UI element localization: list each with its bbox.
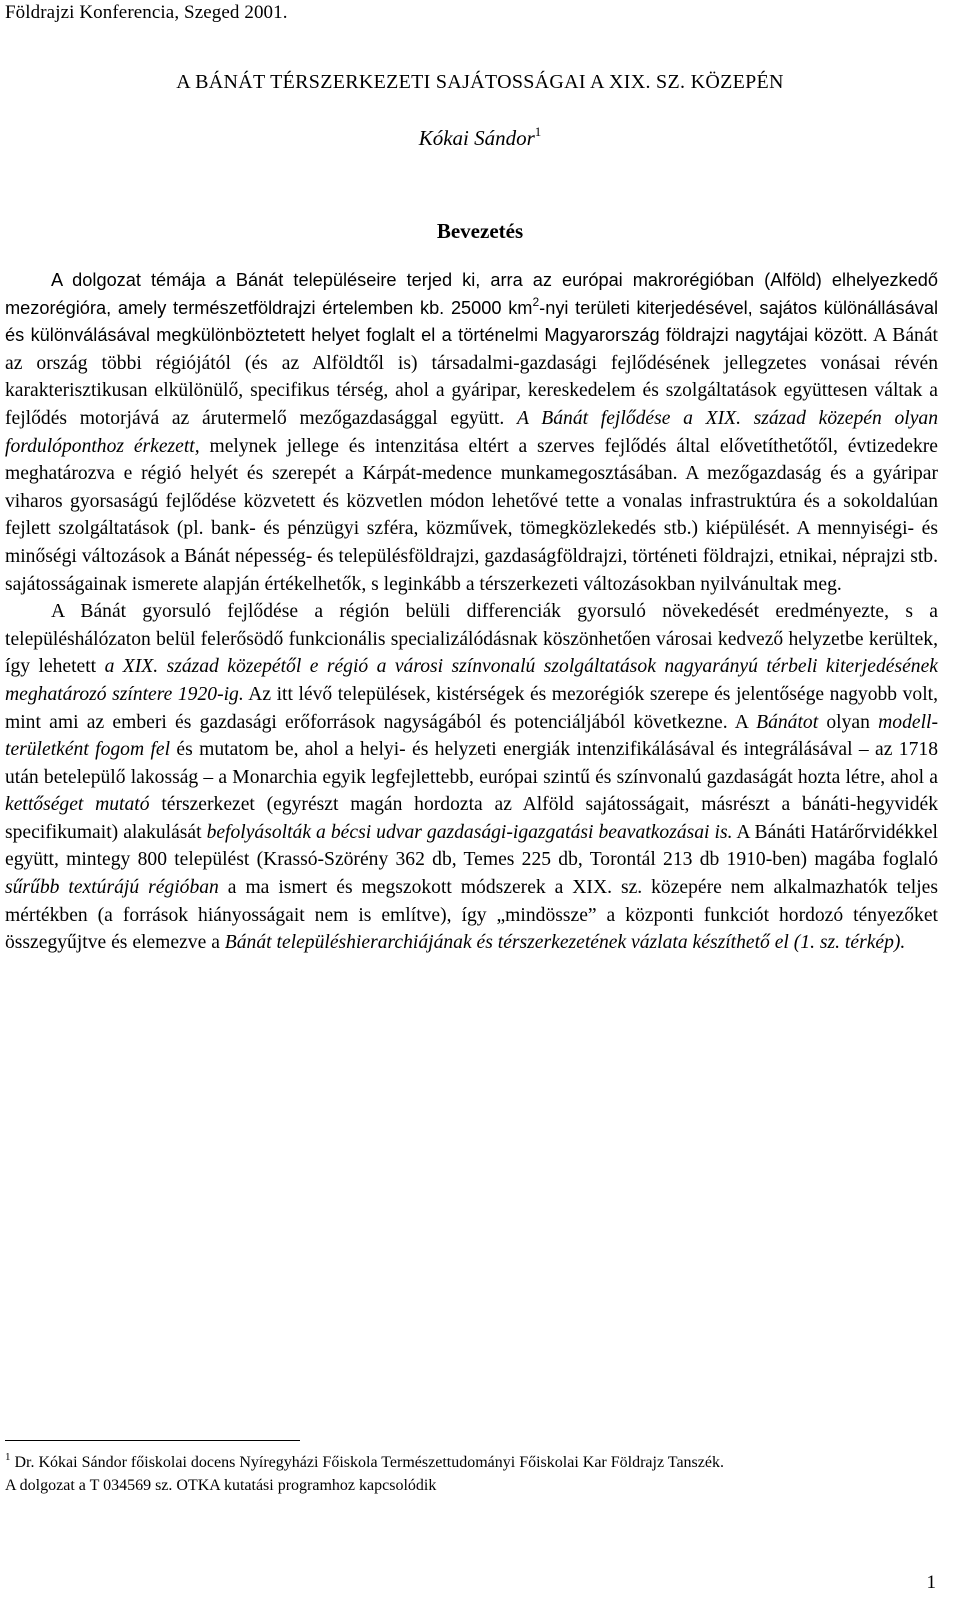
p1-sentence-3: A Bánát az ország többi régiójától (és az Alföldtől is) társadalmi-gazdasági fejlődésének jellegzetes vonásai révén karakterisztikusan elkülönülő, specifikus térség, ahol a gyáripar, kereskedelem és szolgáltatások együttesen váltak a fejlődés motorjává az árutermelő mezőgazdasággal együtt.: [5, 325, 938, 429]
footnote-line-2: A dolgozat a T 034569 sz. OTKA kutatási programhoz kapcsolódik: [5, 1477, 437, 1494]
p1-sentence-1: A dolgozat témája a Bánát településeire terjed ki, arra az európai makrorégióban (Alföld) elhelyezkedő mezorégióra, amely természetföldrajzi értelemben kb. 25000 km: [5, 270, 938, 318]
p2-part-a: A Bánát gyorsuló fejlődése a régión belüli differenciák gyorsuló növekedését eredményezte, s a településhálózaton belül felerősödő funkcionális specializálódásnak köszönhetően városai kedvező helyzetbe kerültek, így lehetett: [5, 601, 938, 678]
p2-italic-l: sűrűbb textúrájú régióban: [5, 877, 219, 899]
footnote-separator: [5, 1440, 300, 1441]
paragraph-1: [5, 267, 938, 598]
p2-italic-d: Bánátot: [756, 711, 819, 733]
p1-superscript: 2: [532, 294, 540, 309]
footnote: [5, 1451, 938, 1497]
p1-sentence-2: -nyi területi kiterjedésével, sajátos különállásával és különválásával megkülönböztetett helyet foglalt el a történelmi Magyarország földrajzi nagytájai között.: [5, 297, 938, 346]
p2-italic-b: a XIX. század közepétől e régió a városi színvonalú szolgáltatások nagyarányú térbeli kiterjedésének meghatározó színtere 1920-ig.: [5, 656, 938, 705]
footnote-line-1: [5, 1451, 938, 1474]
p2-part-c: Az itt lévő települések, kistérségek és mezorégiók szerepe és jelentősége nagyobb volt, mint ami az emberi és gazdasági erőforrások nagyságából és potenciáljából következne. A: [5, 683, 938, 733]
p2-part-i: térszerkezet (egyrészt magán hordozta az Alföld sajátosságait, másrészt a bánáti-hegyvidék specifikumait) alakulását: [5, 794, 939, 843]
page-number: 1: [926, 1572, 936, 1593]
p2-italic-f: modell-területként fogom fel: [5, 711, 939, 761]
footnote-text-1: Dr. Kókai Sándor főiskolai docens Nyíregyházi Főiskola Természettudományi Főiskolai Kar Földrajz Tanszék.: [14, 1454, 724, 1471]
author-footnote-mark: 1: [534, 124, 542, 139]
p2-part-m: a ma ismert és megszokott módszerek a XIX. sz. közepére nem alkalmazhatók teljes mértékben (a források hiányosságait nem is említve), így „mindössze” a központi funkciót hordozó tényezőket összegyűjtve és elemezve a: [5, 877, 939, 954]
paper-title: A BÁNÁT TÉRSZERKEZETI SAJÁTOSSÁGAI A XIX. SZ. KÖZEPÉN: [176, 71, 784, 93]
p2-part-e: olyan: [818, 711, 879, 733]
p1-sentence-5: melynek jellege és intenzitása eltért a szerves fejlődés által elővetíthetőtől, évtizedekre meghatározva e régió helyét és szerepét a Kárpát-medence munkamegosztásában. A mezőgazdaság és a gyáripar viharos gyorsaságú fejlődése közvetett és közvetlen módon lehetővé tette a vonalas infrastruktúra és a sokoldalúan fejlett szolgáltatások (pl. bank- és pénzügyi szféra, közművek, tömegközlekedés stb.) kiépülését. A mennyiségi- és minőségi változások a Bánát népesség- és településföldrajzi, gazdaságföldrajzi, történeti földrajzi, etnikai, néprajzi stb. sajátosságainak ismerete alapján értékelhetők, s leginkább a térszerkezeti változásokban nyilvánultak meg.: [5, 435, 938, 595]
paragraph-2: [5, 598, 938, 957]
running-header: Földrajzi Konferencia, Szeged 2001.: [5, 2, 288, 23]
p2-italic-j: befolyásolták a bécsi udvar gazdasági-igazgatási beavatkozásai is.: [206, 821, 733, 843]
p1-italic-phrase: A Bánát fejlődése a XIX. század közepén olyan fordulóponthoz érkezett,: [5, 407, 938, 457]
author-line: [0, 126, 960, 151]
author-name: Kókai Sándor: [418, 126, 535, 150]
p2-part-k: A Bánáti Határőrvidékkel együtt, mintegy 800 települést (Krassó-Szörény 362 db, Temes 225 db, Torontál 213 db 1910-ben) magába foglaló: [5, 821, 938, 871]
p2-part-g: és mutatom be, ahol a helyi- és helyzeti energiák intenzifikálásával és integrálásával – az 1718 után betelepülő lakosság – a Monarchia egyik legfejlettebb, európai szintű és színvonalú gazdaságát hozta létre, ahol a: [5, 739, 938, 788]
p2-italic-h: kettőséget mutató: [5, 794, 150, 816]
body-text: [5, 267, 938, 957]
footnote-mark: 1: [5, 1451, 11, 1463]
section-heading: Bevezetés: [436, 219, 524, 243]
p2-italic-n: Bánát településhierarchiájának és térszerkezetének vázlata készíthető el (1. sz. térkép).: [224, 932, 906, 954]
